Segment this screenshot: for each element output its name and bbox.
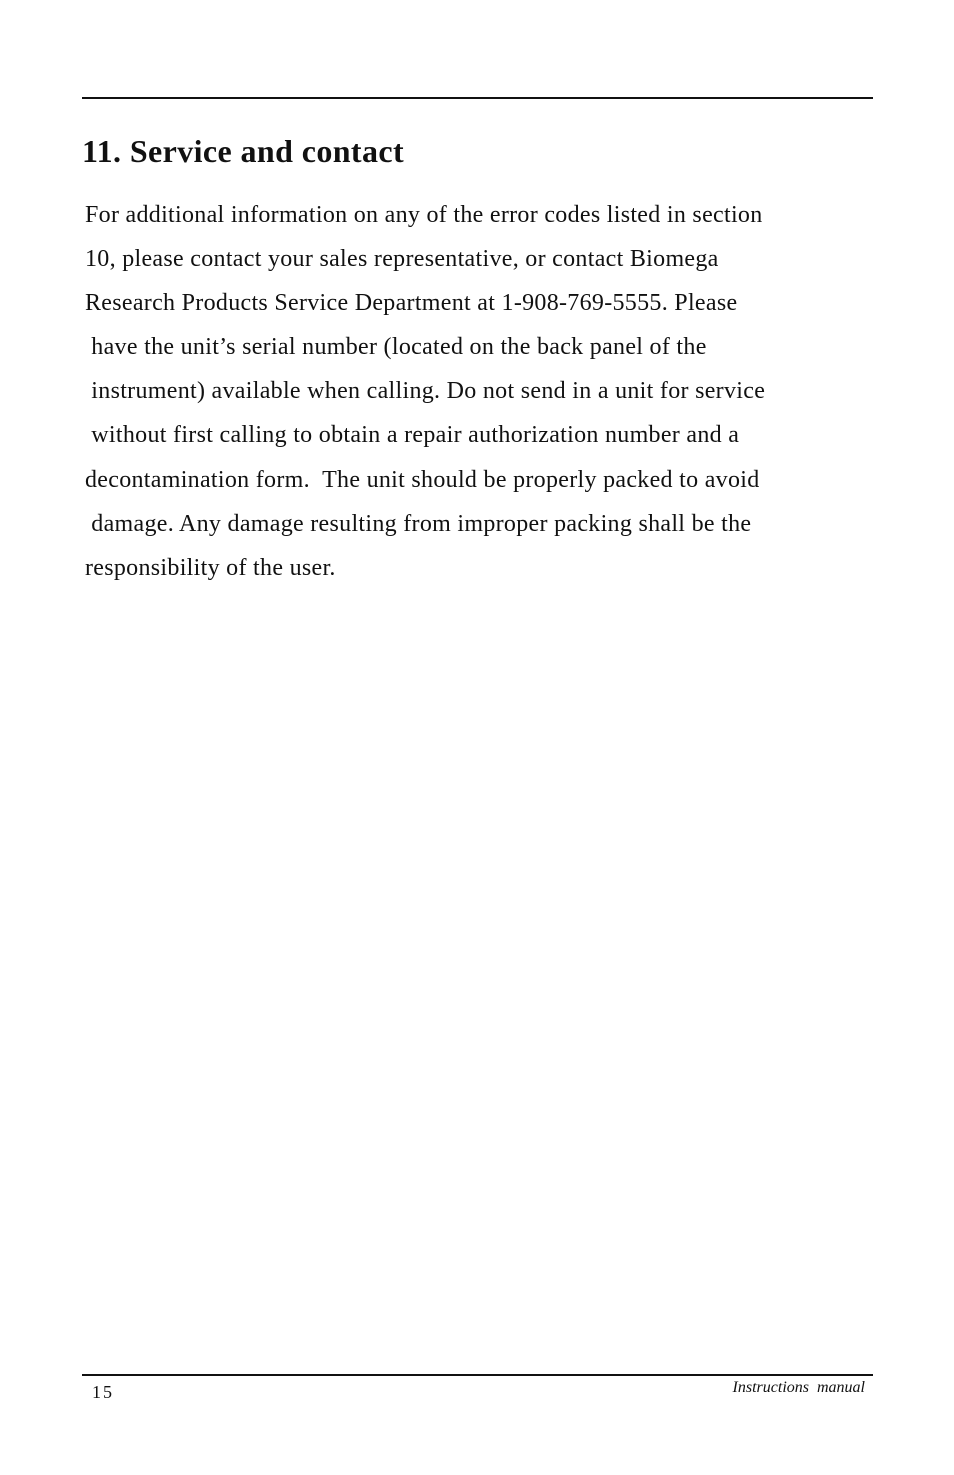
body-line: Research Products Service Department at 1-908-769-5555. Please xyxy=(85,290,738,317)
body-line: decontamination form. The unit should be properly packed to avoid xyxy=(85,466,760,493)
body-line: without first calling to obtain a repair authorization number and a xyxy=(85,422,740,449)
body-line: responsibility of the user. xyxy=(85,554,336,581)
header-rule xyxy=(82,97,873,99)
page-number: 15 xyxy=(92,1382,114,1402)
section-body xyxy=(85,193,885,590)
body-line: have the unit’s serial number (located on the back panel of the xyxy=(85,334,707,361)
manual-title: Instructions manual xyxy=(732,1379,865,1396)
footer-rule xyxy=(82,1374,873,1376)
section-heading: 11. Service and contact xyxy=(82,133,405,169)
body-line: For additional information on any of the error codes listed in section xyxy=(85,202,763,228)
body-line: 10, please contact your sales representative, or contact Biomega xyxy=(85,246,719,273)
body-line: instrument) available when calling. Do not send in a unit for service xyxy=(85,378,766,405)
body-line: damage. Any damage resulting from improper packing shall be the xyxy=(85,510,752,537)
